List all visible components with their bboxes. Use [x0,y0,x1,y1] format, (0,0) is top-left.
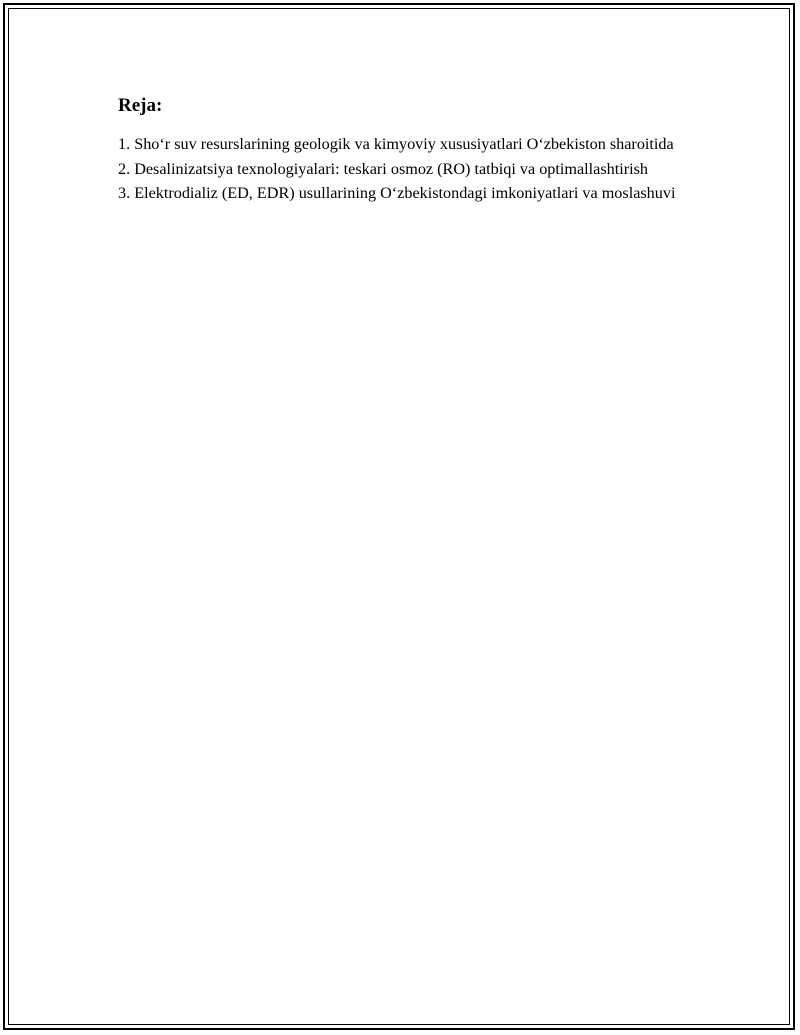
document-body [118,94,688,206]
plan-title: Reja: [118,95,163,116]
plan-item-2: 2. Desalinizatsiya texnologiyalari: teskari osmoz (RO) tatbiqi va optimallashtirish [118,159,649,178]
plan-list [118,132,688,206]
plan-item-1: 1. Sho‘r suv resurslarining geologik va kimyoviy xususiyatlari O‘zbekiston sharoitida [118,135,674,153]
plan-item-3: 3. Elektrodializ (ED, EDR) usullarining O‘zbekistondagi imkoniyatlari va moslashuvi [118,184,676,202]
